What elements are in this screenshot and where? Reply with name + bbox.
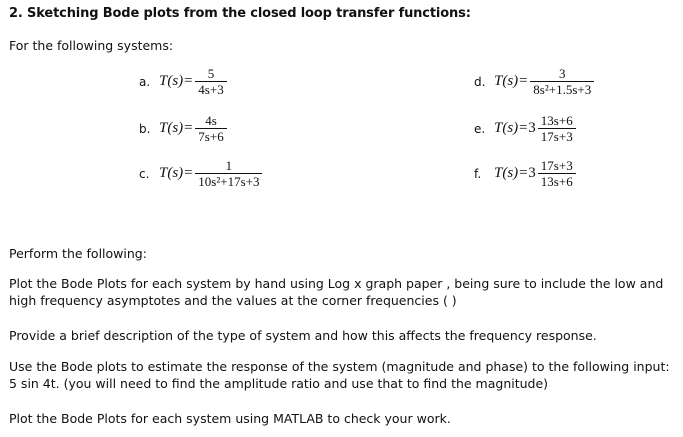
instruction-item: Provide a brief description of the type of system and how this affects the frequency response. [9, 328, 597, 343]
numerator: 1 [225, 158, 233, 173]
fraction [538, 113, 576, 144]
equation-lhs: T(s)= [159, 120, 194, 136]
denominator: 8s²+1.5s+3 [533, 82, 592, 97]
denominator: 7s+6 [198, 129, 224, 144]
equation-d [474, 66, 594, 97]
numerator: 4s [205, 113, 217, 128]
equation-letter: c. [139, 166, 150, 181]
denominator: 17s+3 [540, 129, 573, 144]
numerator: 3 [559, 66, 566, 81]
numerator: 5 [207, 66, 215, 81]
problem-heading: 2. Sketching Bode plots from the closed loop transfer functions: [9, 6, 471, 21]
equation-f [474, 158, 576, 189]
equation-letter: e. [474, 121, 486, 136]
denominator: 10s²+17s+3 [198, 174, 260, 189]
equation-letter: b. [139, 121, 151, 136]
equation-lhs: T(s)= [159, 165, 194, 181]
equation-lhs: T(s)= [494, 73, 529, 89]
equation-coefficient: 3 [528, 165, 536, 181]
systems-intro: For the following systems: [9, 38, 174, 53]
fraction [195, 66, 226, 97]
equation-c [139, 158, 262, 189]
equation-a [139, 66, 227, 97]
equation-lhs: T(s)= [159, 73, 194, 89]
instruction-item: Use the Bode plots to estimate the response of the system (magnitude and phase) to the following input: 5 sin 4t. (you will need to find the amplitude ratio and use that to find the magnitude) [9, 359, 670, 391]
numerator: 13s+6 [540, 113, 573, 128]
equation-letter: f. [474, 166, 482, 181]
fraction [530, 66, 594, 97]
equation-lhs: T(s)= [494, 120, 529, 136]
equation-e [474, 113, 576, 144]
equation-coefficient: 3 [528, 120, 536, 136]
equation-letter: a. [139, 74, 151, 89]
denominator: 13s+6 [540, 174, 573, 189]
fraction [195, 158, 262, 189]
equation-b [139, 113, 227, 144]
instruction-item: Plot the Bode Plots for each system by hand using Log x graph paper , being sure to include the low and high frequency asymptotes and the values at the corner frequencies ( ) [9, 276, 664, 308]
instruction-item: Plot the Bode Plots for each system using MATLAB to check your work. [9, 411, 451, 426]
equation-letter: d. [474, 74, 486, 89]
instructions-intro: Perform the following: [9, 246, 147, 261]
denominator: 4s+3 [198, 82, 224, 97]
equation-lhs: T(s)= [494, 165, 529, 181]
fraction [195, 113, 226, 144]
numerator: 17s+3 [540, 158, 573, 173]
fraction [538, 158, 576, 189]
